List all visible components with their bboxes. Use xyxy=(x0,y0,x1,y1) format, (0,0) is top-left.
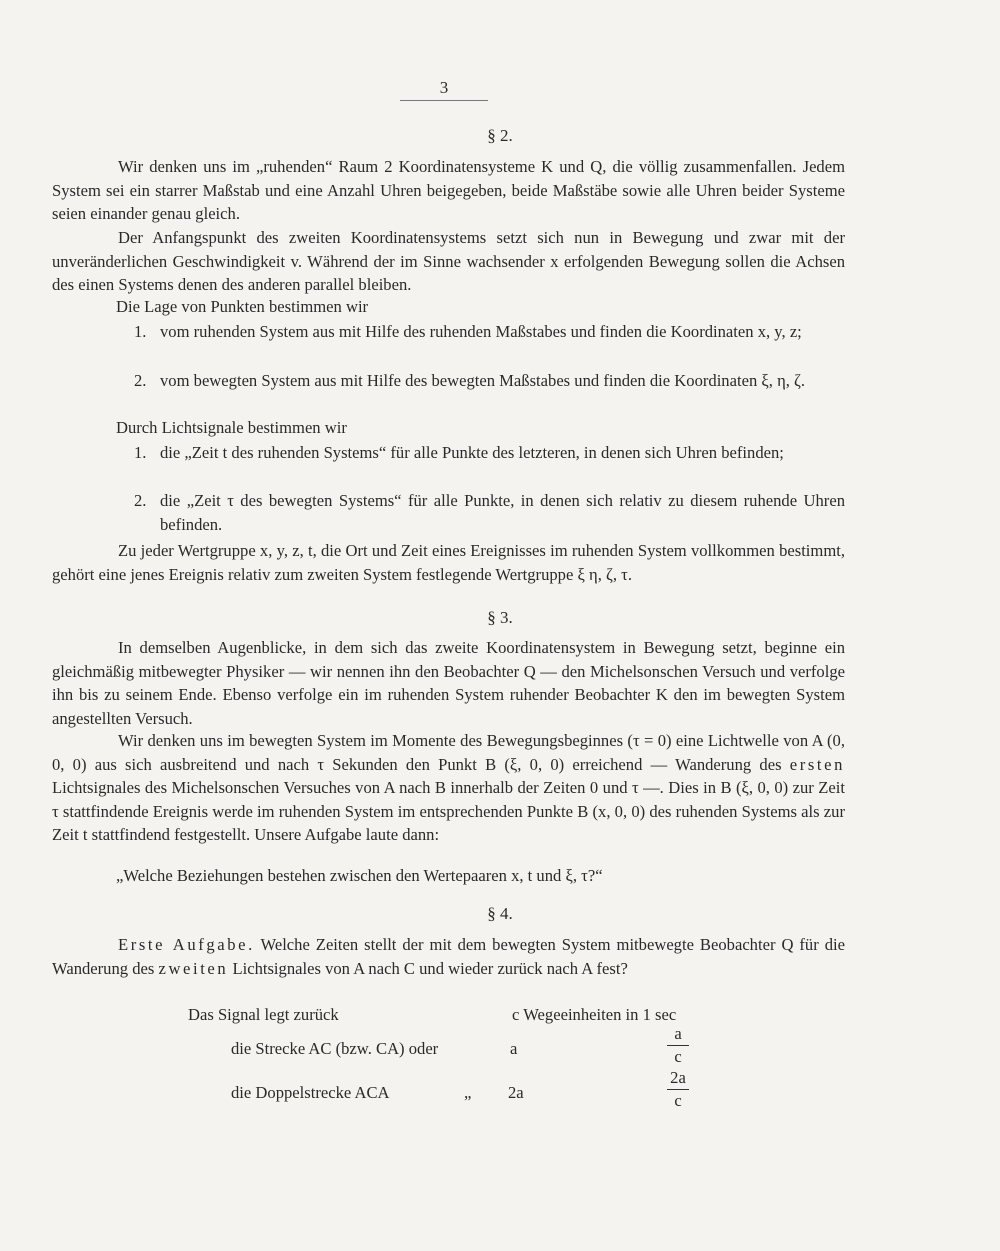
paragraph-4: In demselben Augenblicke, in dem sich das zweite Koordinatensystem in Bewegung setzt, beginne ein gleichmäßig mitbewegter Physiker — wir nennen ihn den Beobachter Q — den Michelsonschen Versuch und verfolge ihn bis zu seinem Ende. Ebenso verfolge ein im ruhenden System ruhender Beobachter K den im bewegten System angestellten Versuch. xyxy=(52,638,845,728)
header-rule xyxy=(400,100,488,101)
emphasis-erste-aufgabe: Erste Aufgabe. xyxy=(118,935,255,954)
question: „Welche Beziehungen bestehen zwischen den Wertepaaren x, t und ξ, τ?“ xyxy=(116,866,603,885)
emphasis-zweiten: zweiten xyxy=(158,958,229,978)
list-item-number: 1. xyxy=(134,322,147,341)
list-item-text: die „Zeit t des ruhenden Systems“ für alle Punkte des letzteren, in denen sich Uhren befinden; xyxy=(160,443,784,462)
paragraph-5: Wir denken uns im bewegten System im Momente des Bewegungsbeginnes (τ = 0) eine Lichtwelle von A (0, 0, 0) aus sich ausbreitend und nach τ Sekunden den Punkt B (ξ, 0, 0) erreichend — Wanderung des ersten Lichtsignales des Michelsonschen Versuches von A nach B innerhalb der Zeiten 0 und τ —. Dies in B (ξ, 0, 0) zur Zeit τ stattfindende Ereignis werde im ruhenden System im entsprechenden Punkte B (x, 0, 0) des ruhenden Systems als zur Zeit t stattfindend festgestellt. Unsere Aufgabe laute dann: xyxy=(52,731,845,845)
table-row-3-value: 2a xyxy=(508,1083,524,1102)
list-item xyxy=(134,441,845,465)
list-item-text: vom ruhenden System aus mit Hilfe des ruhenden Maßstabes und finden die Koordinaten x, y, z; xyxy=(160,322,802,341)
list-item-number: 2. xyxy=(134,371,147,390)
fraction-2a-over-c: 2a c xyxy=(663,1068,693,1111)
paragraph-6: Erste Aufgabe. Welche Zeiten stellt der mit dem bewegten System mitbewegte Beobachter Q für die Wanderung des zweiten Lichtsignales von A nach C und wieder zurück nach A fest? xyxy=(52,935,845,978)
list-item xyxy=(134,320,845,344)
table-row-1-value: c Wegeeinheiten in 1 sec xyxy=(512,1005,677,1024)
page-number: 3 xyxy=(439,78,449,97)
list-item-text: vom bewegten System aus mit Hilfe des bewegten Maßstabes und finden die Koordinaten ξ, η, ζ. xyxy=(160,371,806,390)
emphasis-ersten: ersten xyxy=(789,754,845,774)
list-item xyxy=(134,489,845,536)
ditto-mark: „ xyxy=(464,1083,472,1102)
lage-intro: Die Lage von Punkten bestimmen wir xyxy=(116,297,369,316)
section-heading-2: § 2. xyxy=(487,126,513,145)
list-item-number: 1. xyxy=(134,443,147,462)
licht-intro: Durch Lichtsignale bestimmen wir xyxy=(116,418,347,437)
list-item-number: 2. xyxy=(134,491,147,510)
table-row-1-label: Das Signal legt zurück xyxy=(188,1005,339,1024)
table-row-3-label: die Doppelstrecke ACA xyxy=(231,1083,390,1102)
table-row-2-label: die Strecke AC (bzw. CA) oder xyxy=(231,1039,439,1058)
paragraph-2: Der Anfangspunkt des zweiten Koordinatensystems setzt sich nun in Bewegung und zwar mit der unveränderlichen Geschwindigkeit v. Während der im Sinne wachsender x erfolgenden Bewegung sollen die Achsen des einen Systems denen des anderen parallel bleiben. xyxy=(52,228,845,295)
table-row-2-value: a xyxy=(510,1039,518,1058)
paragraph-3: Zu jeder Wertgruppe x, y, z, t, die Ort und Zeit eines Ereignisses im ruhenden System vollkommen bestimmt, gehört eine jenes Ereignis relativ zum zweiten System festlegende Wertgruppe ξ η, ζ, τ. xyxy=(52,541,845,584)
fraction-a-over-c: a c xyxy=(663,1024,693,1067)
list-item xyxy=(134,369,845,393)
section-heading-3: § 3. xyxy=(487,608,513,627)
section-heading-4: § 4. xyxy=(487,904,513,923)
paragraph-1: Wir denken uns im „ruhenden“ Raum 2 Koordinatensysteme K und Q, die völlig zusammenfallen. Jedem System sei ein starrer Maßstab und eine Anzahl Uhren beigegeben, beide Maßstäbe sowie alle Uhren beider Systeme seien einander genau gleich. xyxy=(52,157,845,224)
list-item-text: die „Zeit τ des bewegten Systems“ für alle Punkte, in denen sich relativ zu diesem ruhende Uhren befinden. xyxy=(160,491,845,534)
